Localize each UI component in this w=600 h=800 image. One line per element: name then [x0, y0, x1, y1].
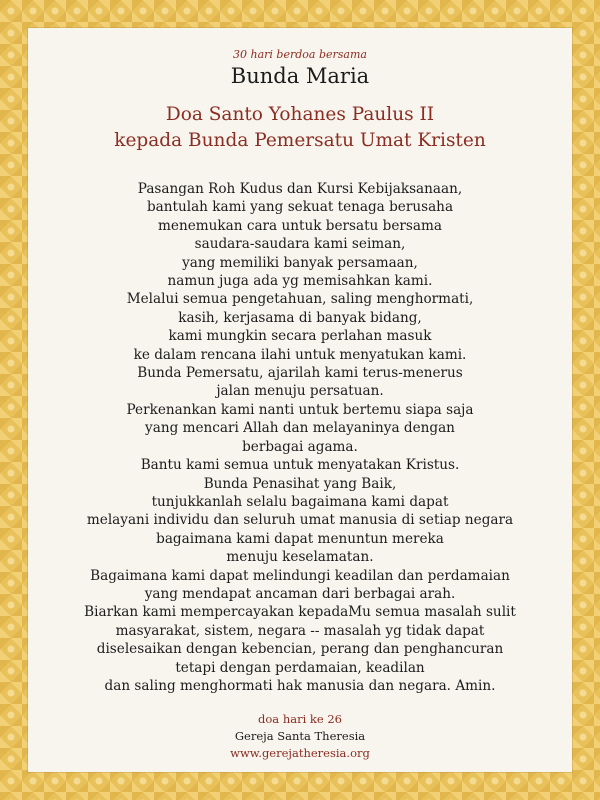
prayer-line: Bagaimana kami dapat melindungi keadilan dan perdamaian [90, 567, 510, 584]
prayer-heading [28, 102, 572, 154]
prayer-line: Bantu kami semua untuk menyatakan Kristus. [140, 457, 460, 474]
prayer-line: ke dalam rencana ilahi untuk menyatukan kami. [133, 346, 467, 363]
prayer-line: yang mendapat ancaman dari berbagai arah. [144, 585, 456, 602]
prayer-line: yang mencari Allah dan melayaninya dengan [145, 420, 455, 437]
church-name: Gereja Santa Theresia [234, 729, 366, 743]
prayer-line: diselesaikan dengan kebencian, perang dan penghancuran [96, 641, 504, 658]
prayer-line: melayani individu dan seluruh umat manusia di setiap negara [86, 512, 514, 529]
prayer-line: Perkenankan kami nanti untuk bertemu siapa saja [126, 401, 474, 418]
prayer-heading-line: Doa Santo Yohanes Paulus II [165, 104, 435, 125]
prayer-line: Pasangan Roh Kudus dan Kursi Kebijaksanaan, [137, 181, 463, 197]
prayer-heading-line: kepada Bunda Pemersatu Umat Kristen [114, 130, 486, 151]
prayer-line: berbagai agama. [242, 438, 358, 455]
prayer-line: Biarkan kami mempercayakan kepadaMu semua masalah sulit [84, 604, 516, 621]
prayer-line: tunjukkanlah selalu bagaimana kami dapat [151, 493, 449, 510]
prayer-line: kami mungkin secara perlahan masuk [168, 328, 432, 345]
prayer-line: masyarakat, sistem, negara -- masalah yg tidak dapat [115, 622, 485, 639]
prayer-line: yang memiliki banyak persamaan, [182, 254, 418, 271]
prayer-line: Melalui semua pengetahuan, saling menghormati, [126, 291, 474, 308]
prayer-line: jalan menuju persatuan. [216, 383, 384, 400]
prayer-line: namun juga ada yg memisahkan kami. [167, 273, 433, 290]
prayer-line: saudara-saudara kami seiman, [194, 236, 406, 253]
prayer-line: tetapi dengan perdamaian, keadilan [175, 659, 425, 676]
series-subtitle: 30 hari berdoa bersama [233, 48, 367, 61]
page-title: Bunda Maria [230, 64, 370, 88]
prayer-line: bantulah kami yang sekuat tenaga berusaha [146, 199, 454, 216]
prayer-line: dan saling menghormati hak manusia dan negara. Amin. [104, 677, 496, 694]
prayer-text [28, 180, 572, 695]
prayer-card [28, 28, 572, 772]
prayer-line: menemukan cara untuk bersatu bersama [158, 217, 442, 234]
prayer-line: bagaimana kami dapat menuntun mereka [156, 530, 444, 547]
prayer-day-label: doa hari ke 26 [258, 712, 342, 726]
prayer-line: Bunda Penasihat yang Baik, [203, 475, 397, 492]
prayer-line: menuju keselamatan. [226, 549, 374, 566]
website-link[interactable]: www.gerejatheresia.org [230, 746, 370, 760]
prayer-line: kasih, kerjasama di banyak bidang, [178, 309, 422, 326]
prayer-line: Bunda Pemersatu, ajarilah kami terus-menerus [137, 365, 463, 382]
